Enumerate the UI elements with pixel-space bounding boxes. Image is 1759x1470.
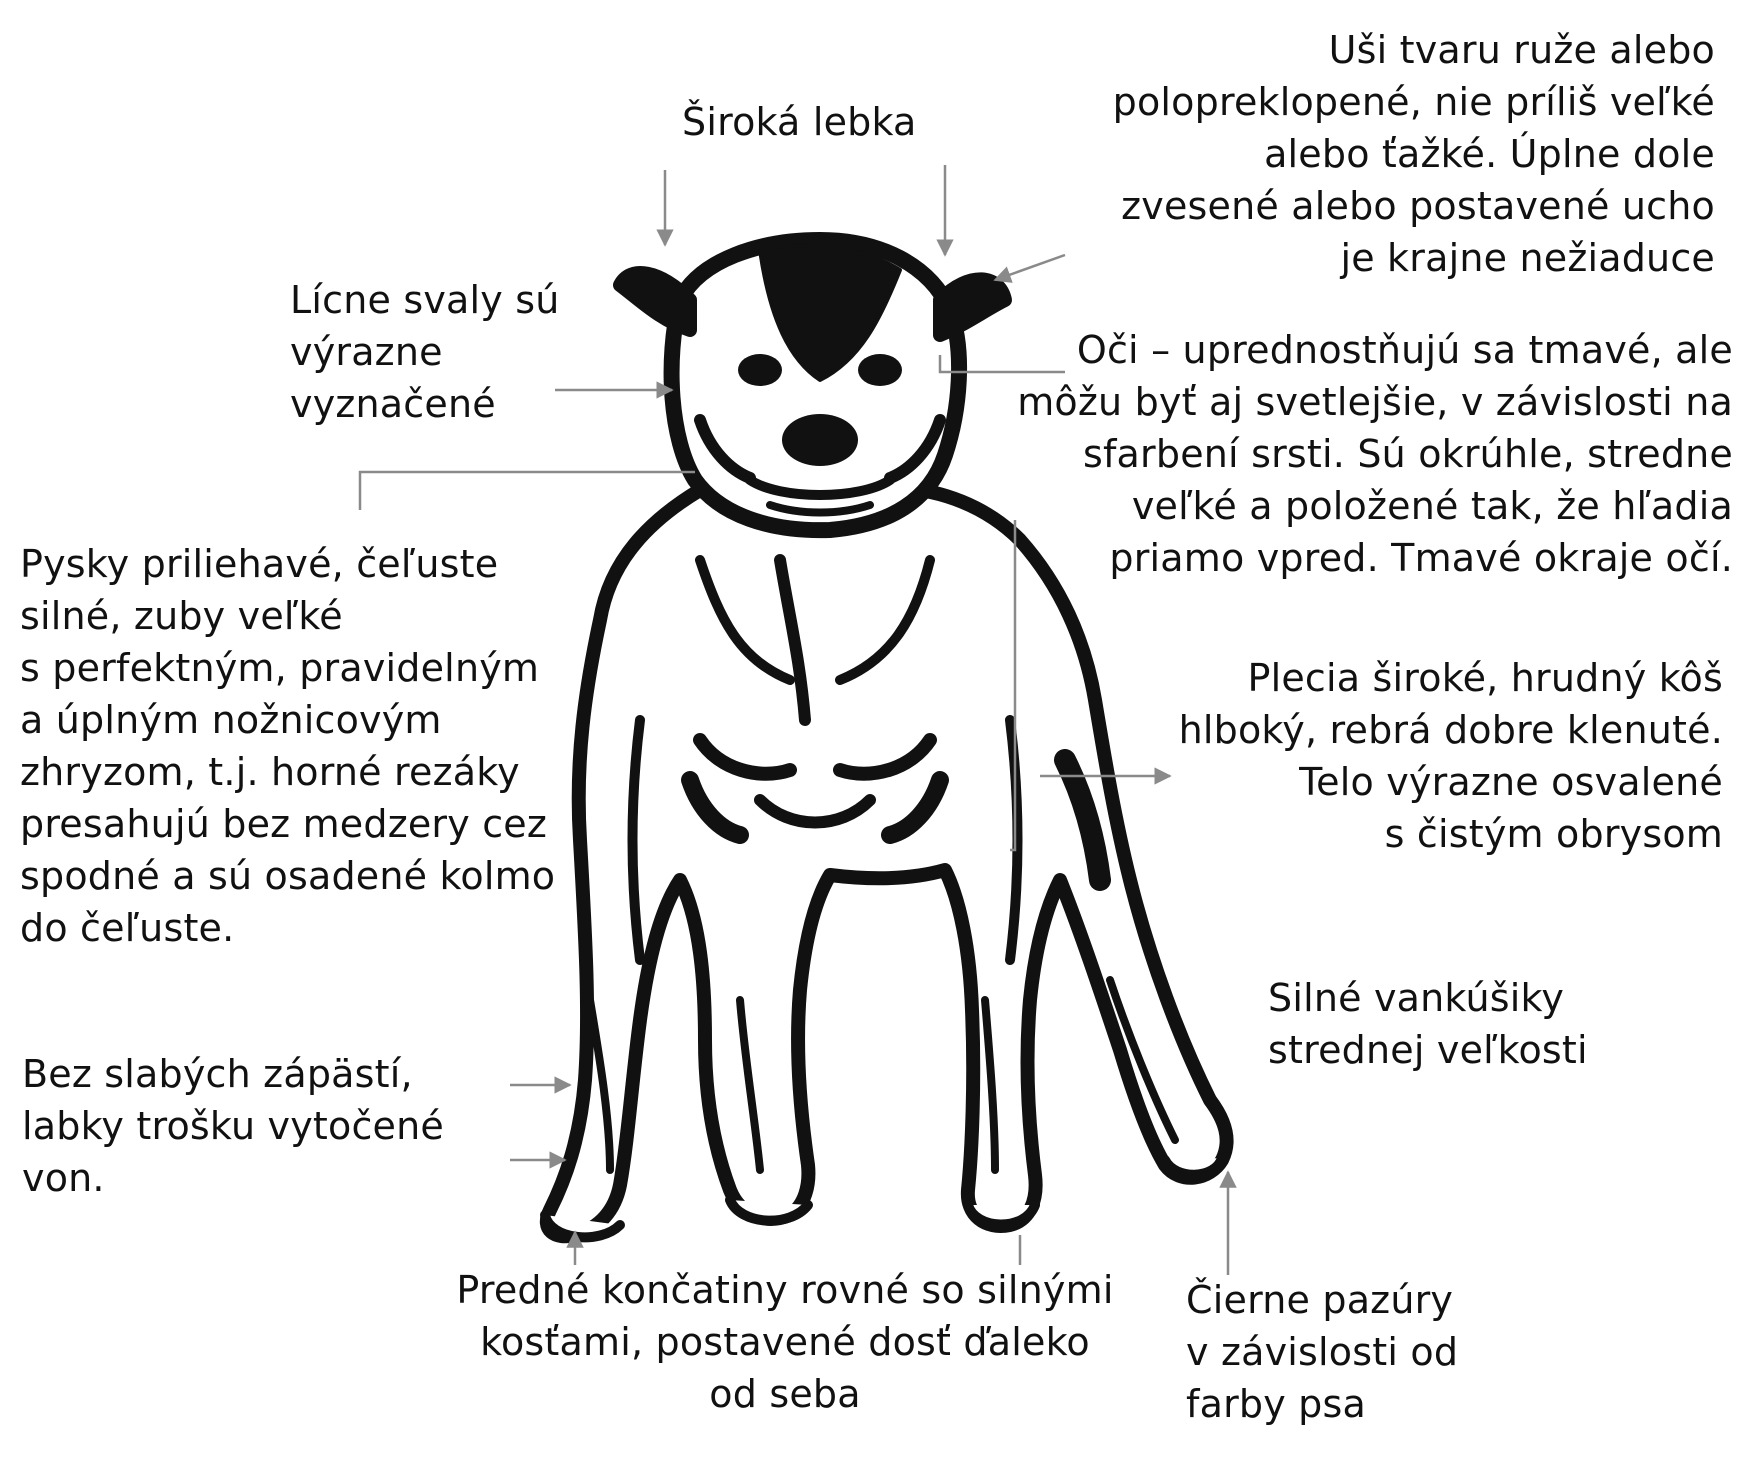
dog-ear-left <box>620 273 690 330</box>
dog-paw <box>968 1205 1035 1225</box>
leader-jaws <box>360 472 695 510</box>
label-eyes: Oči – uprednostňujú sa tmavé, ale môžu byť aj svetlejšie, v závislosti na sfarbení srsti. Sú okrúhle, stredne veľké a položené tak, že hľadia priamo vpred. Tmavé okraje očí. <box>1017 328 1733 580</box>
label-wrists: Bez slabých zápästí, labky trošku vytočené von. <box>22 1052 444 1200</box>
label-nails: Čierne pazúry v závislosti od farby psa <box>1186 1278 1459 1426</box>
dog-body-outline <box>547 488 1227 1236</box>
label-shoulders: Plecia široké, hrudný kôš hlboký, rebrá dobre klenuté. Telo výrazne osvalené s čistým obrysom <box>1178 656 1723 856</box>
label-jaws: Pysky priliehavé, čeľuste silné, zuby veľké s perfektným, pravidelným a úplným nožnicovým zhryzom, t.j. horné rezáky presahujú bez medzery cez spodné a sú osadené kolmo do čeľuste. <box>20 542 556 950</box>
label-cheeks: Lícne svaly sú výrazne vyznačené <box>290 278 560 426</box>
label-pads: Silné vankúšiky strednej veľkosti <box>1268 976 1588 1072</box>
dog-eye-right <box>858 354 902 386</box>
label-skull: Široká lebka <box>682 100 917 144</box>
label-forelegs: Predné končatiny rovné so silnými kosťami, postavené dosť ďaleko od seba <box>456 1268 1114 1416</box>
dog-nose <box>782 414 858 466</box>
dog-paw <box>1165 1158 1222 1175</box>
label-ears: Uši tvaru ruže alebo polopreklopené, nie príliš veľké alebo ťažké. Úplne dole zvesené alebo postavené ucho je krajne nežiaduce <box>1112 28 1715 280</box>
leader-ears <box>995 255 1065 280</box>
dog-ear-right <box>940 279 1005 335</box>
dog-eye-left <box>738 354 782 386</box>
